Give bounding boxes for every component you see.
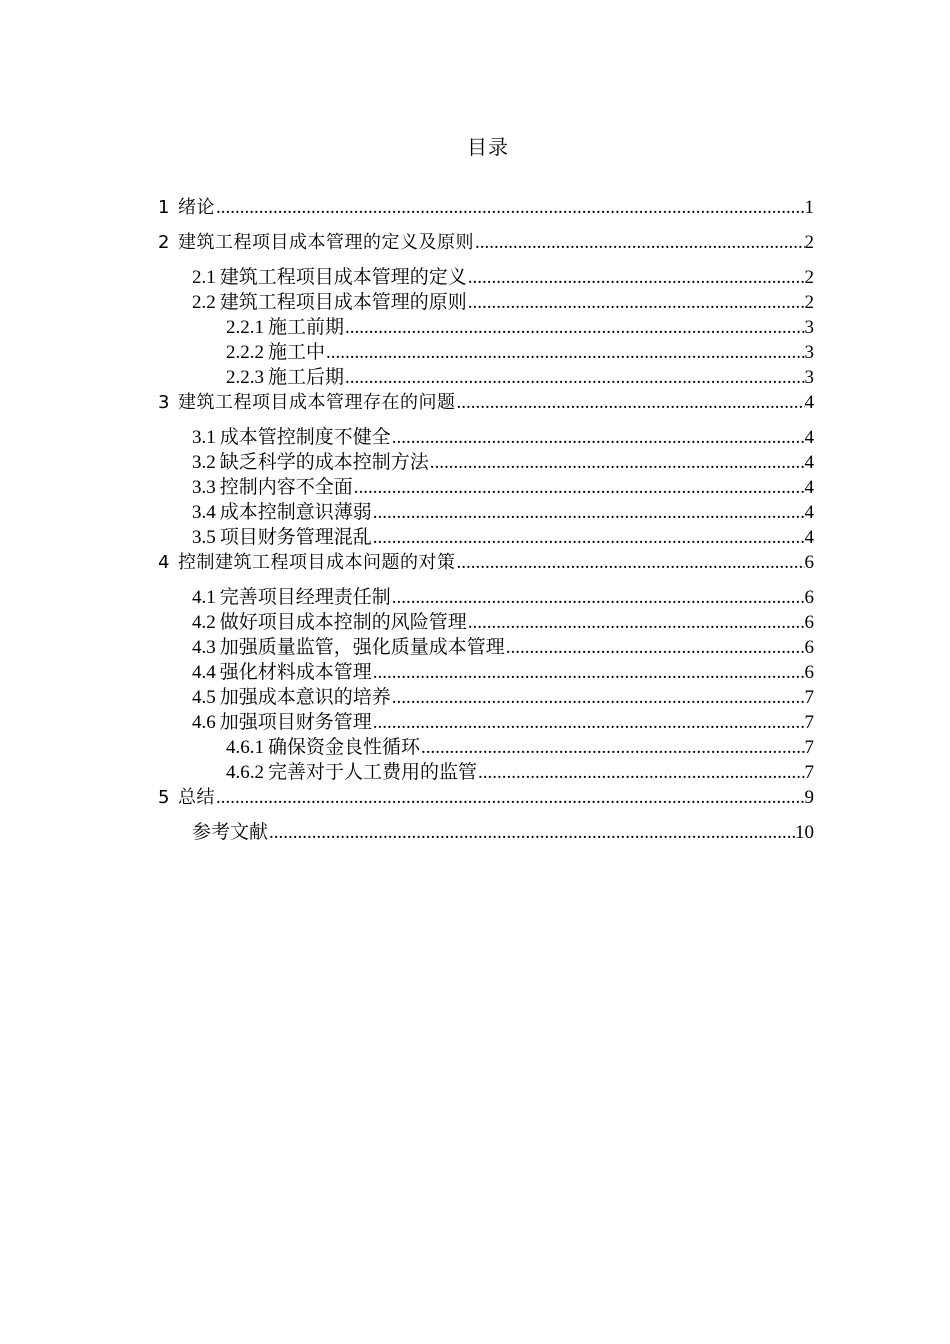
toc-entry-number: 4.3 [192,637,216,658]
toc-entry-text: 完善对于人工费用的监管 [268,762,478,783]
toc-entry-label [192,475,353,500]
toc-entry[interactable] [158,710,814,735]
toc-entry-text: 绪论 [177,197,215,218]
toc-entry-text: 控制建筑工程项目成本问题的对策 [177,552,456,573]
toc-entry-label [226,365,344,390]
toc-entry-number: 2.2.2 [226,342,264,363]
toc-entry-label [192,500,372,525]
toc-dot-leader [354,475,805,500]
toc-entry-text: 控制内容不全面 [219,477,353,498]
toc-entry-number: 4.4 [192,662,216,683]
toc-page-number: 6 [804,662,814,683]
toc-page-number: 6 [804,587,814,608]
toc-dot-leader [456,550,804,575]
toc-entry-text: 强化材料成本管理 [219,662,372,683]
toc-entry-label [158,230,474,255]
toc-entry-text: 完善项目经理责任制 [219,587,391,608]
toc-dot-leader [468,265,805,290]
toc-entry[interactable] [158,660,814,685]
toc-entry-text: 成本管控制度不健全 [219,427,391,448]
toc-entry-text: 确保资金良性循环 [268,737,421,758]
toc-page-number: 1 [804,197,814,218]
toc-entry-number: 2 [158,232,170,253]
toc-dot-leader [468,290,805,315]
toc-entry[interactable] [158,550,814,575]
toc-page-number: 7 [804,737,814,758]
toc-page-number: 10 [795,822,814,843]
toc-entry-label [158,390,455,415]
toc-entry-number: 4.6 [192,712,216,733]
toc-page-number: 4 [804,427,814,448]
toc-entry-text: 成本控制意识薄弱 [219,502,372,523]
toc-page-number: 4 [804,452,814,473]
toc-dot-leader [456,390,804,415]
toc-entry[interactable] [158,315,814,340]
toc-page-number: 4 [804,392,814,413]
toc-entry-text: 建筑工程项目成本管理的原则 [219,292,467,313]
toc-entry-number: 3.4 [192,502,216,523]
toc-entry-label [192,290,467,315]
toc-entry-label [226,760,477,785]
toc-page-number: 6 [804,612,814,633]
toc-entry[interactable] [158,365,814,390]
toc-entry-label [192,425,391,450]
toc-entry-number: 2.1 [192,267,216,288]
toc-page-number: 3 [804,367,814,388]
toc-entry[interactable] [158,425,814,450]
toc-entry[interactable] [158,290,814,315]
toc-entry-text: 做好项目成本控制的风险管理 [219,612,467,633]
toc-page-number: 7 [804,712,814,733]
toc-entry-label [158,785,215,810]
toc-entry[interactable] [158,585,814,610]
toc-entry-label [192,610,467,635]
toc-entry[interactable] [158,735,814,760]
toc-dot-leader [475,230,805,255]
toc-dot-leader [421,735,804,760]
toc-entry[interactable] [158,685,814,710]
toc-dot-leader [478,760,804,785]
toc-entry-number: 4.5 [192,687,216,708]
toc-page-number: 7 [804,762,814,783]
toc-dot-leader [430,450,805,475]
toc-entry-text: 施工前期 [268,317,345,338]
toc-entry[interactable] [158,390,814,415]
toc-dot-leader [345,365,804,390]
toc-entry[interactable] [158,475,814,500]
toc-entry-text: 总结 [177,787,215,808]
toc-entry-text: 加强成本意识的培养 [219,687,391,708]
toc-page-number: 6 [804,552,814,573]
toc-dot-leader [392,585,805,610]
toc-entry[interactable] [158,610,814,635]
toc-entry[interactable] [158,760,814,785]
toc-entry-text: 缺乏科学的成本控制方法 [219,452,429,473]
toc-dot-leader [326,340,804,365]
toc-entry-label [192,525,372,550]
toc-entry-text: 参考文献 [192,822,269,843]
toc-dot-leader [216,785,805,810]
toc-entry-label [192,710,372,735]
toc-page-number: 2 [804,292,814,313]
toc-dot-leader [373,660,805,685]
toc-page-number: 6 [804,637,814,658]
toc-dot-leader [468,610,805,635]
toc-page-number: 2 [804,267,814,288]
toc-entry[interactable] [158,265,814,290]
toc-entry-number: 2.2 [192,292,216,313]
toc-dot-leader [373,525,805,550]
toc-entry-label [226,735,420,760]
toc-entry-number: 5 [158,787,170,808]
toc-entry[interactable] [158,230,814,255]
toc-entry[interactable] [158,195,814,220]
toc-entry[interactable] [158,340,814,365]
toc-entry-text: 加强项目财务管理 [219,712,372,733]
toc-entry-number: 4.2 [192,612,216,633]
toc-title: 目录 [467,137,509,159]
toc-entry-label [226,340,325,365]
toc-entry-text: 建筑工程项目成本管理的定义及原则 [177,232,474,253]
toc-entry-text: 建筑工程项目成本管理存在的问题 [177,392,456,413]
toc-entry-text: 项目财务管理混乱 [219,527,372,548]
toc-entry-label [192,685,391,710]
toc-entry-number: 4.6.1 [226,737,264,758]
toc-entry-label [192,660,372,685]
toc-entry-number: 3.2 [192,452,216,473]
toc-entry-number: 3.3 [192,477,216,498]
toc-page-number: 4 [804,477,814,498]
toc-entry-text: 施工后期 [268,367,345,388]
toc-entry-label [158,195,215,220]
toc-dot-leader [392,425,805,450]
toc-entry-label [226,315,344,340]
toc-entry-label [192,585,391,610]
toc-entry-number: 3.1 [192,427,216,448]
toc-entry-label [192,265,467,290]
toc-entry-number: 4.6.2 [226,762,264,783]
toc-entry[interactable] [158,450,814,475]
toc-dot-leader [373,500,805,525]
toc-page-number: 4 [804,527,814,548]
toc-dot-leader [506,635,805,660]
toc-entry-number: 4 [158,552,170,573]
toc-entry-text: 加强质量监管，强化质量成本管理 [219,637,505,658]
toc-entry-number: 3 [158,392,170,413]
toc-entry[interactable] [158,525,814,550]
toc-entry-number: 2.2.3 [226,367,264,388]
toc-entry-text: 施工中 [268,342,326,363]
toc-page-number: 7 [804,687,814,708]
toc-page-number: 2 [804,232,814,253]
toc-entry-label [192,820,268,845]
toc-entry-number: 1 [158,197,170,218]
toc-entry-text: 建筑工程项目成本管理的定义 [219,267,467,288]
toc-dot-leader [269,820,795,845]
toc-dot-leader [345,315,804,340]
toc-page-number: 4 [804,502,814,523]
toc-entry-label [192,635,505,660]
toc-entry[interactable] [158,785,814,810]
toc-page-number: 9 [804,787,814,808]
toc-dot-leader [216,195,805,220]
toc-page-number: 3 [804,317,814,338]
toc-entry-number: 3.5 [192,527,216,548]
toc-dot-leader [392,685,805,710]
toc-entry-label [192,450,429,475]
toc-dot-leader [373,710,805,735]
toc-entry[interactable] [158,635,814,660]
toc-entry-number: 4.1 [192,587,216,608]
toc-entry[interactable] [158,500,814,525]
toc-page-number: 3 [804,342,814,363]
table-of-contents [158,195,814,845]
toc-entry-label [158,550,455,575]
toc-entry[interactable] [158,820,814,845]
toc-entry-number: 2.2.1 [226,317,264,338]
